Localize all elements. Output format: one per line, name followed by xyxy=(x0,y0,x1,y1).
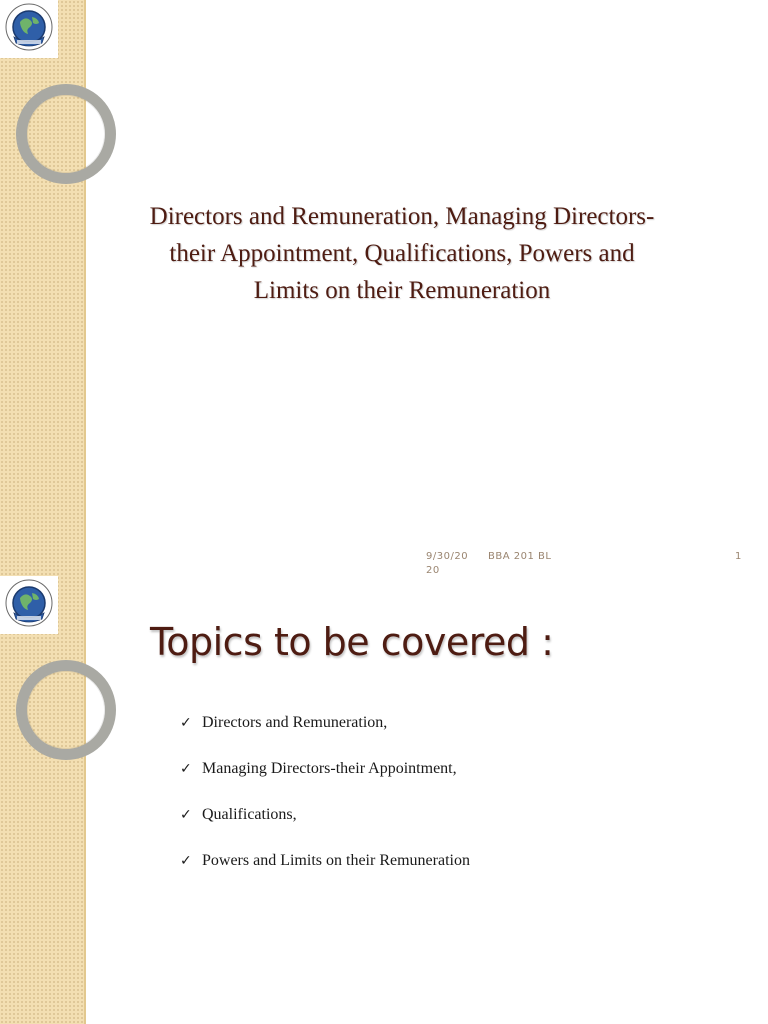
list-item-text: Managing Directors-their Appointment, xyxy=(202,760,457,777)
list-item-text: Qualifications, xyxy=(202,806,297,823)
checkmark-icon: ✓ xyxy=(180,761,192,777)
topics-slide xyxy=(0,576,768,1024)
ring-decoration xyxy=(16,660,116,760)
slide-title: Topics to be covered : xyxy=(150,620,554,664)
list-item xyxy=(180,708,470,754)
side-decoration-panel xyxy=(0,576,86,1024)
title-line: Directors and Remuneration, Managing Directors- xyxy=(149,203,655,230)
footer-course-code: BBA 201 BL xyxy=(488,551,552,562)
list-item xyxy=(180,800,470,846)
side-decoration-panel xyxy=(0,0,86,576)
institution-logo-icon xyxy=(0,0,58,58)
title-line: Limits on their Remuneration xyxy=(253,277,551,304)
list-item-text: Directors and Remuneration, xyxy=(202,714,388,731)
checkmark-icon: ✓ xyxy=(180,853,192,869)
footer-page-number: 1 xyxy=(735,551,742,562)
ring-decoration xyxy=(16,84,116,184)
checkmark-icon: ✓ xyxy=(180,715,192,731)
topic-list xyxy=(180,708,470,892)
slide-title xyxy=(96,198,708,309)
list-item-text: Powers and Limits on their Remuneration xyxy=(202,852,470,869)
footer-date: 9/30/2020 xyxy=(426,551,469,576)
title-line: their Appointment, Qualifications, Powers and xyxy=(169,240,635,267)
checkmark-icon: ✓ xyxy=(180,807,192,823)
list-item xyxy=(180,754,470,800)
list-item xyxy=(180,846,470,892)
institution-logo-icon xyxy=(0,576,58,634)
